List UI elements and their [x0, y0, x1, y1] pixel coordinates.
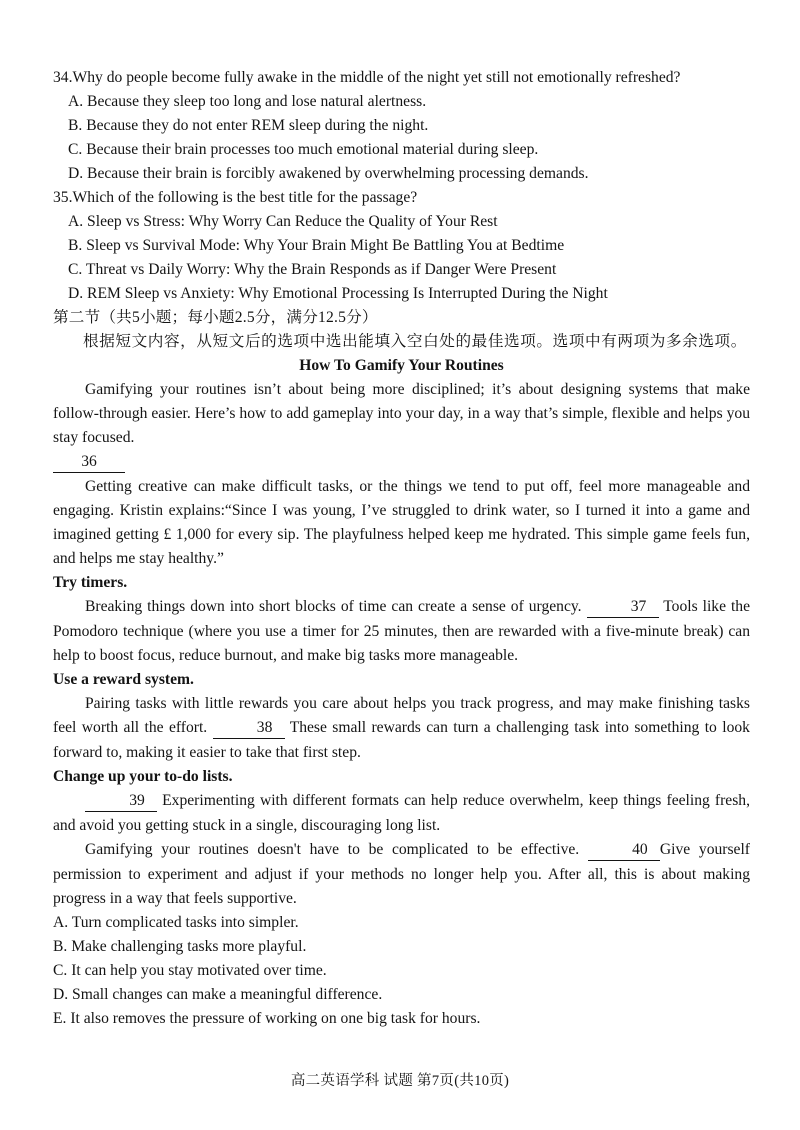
- blank-37: 37: [587, 597, 659, 618]
- blank-36: 36: [53, 452, 125, 473]
- page-content: [53, 66, 750, 1031]
- section-2-instructions: 根据短文内容，从短文后的选项中选出能填入空白处的最佳选项。选项中有两项为多余选项。: [83, 333, 747, 350]
- choice-e: E. It also removes the pressure of working on one big task for hours.: [53, 1010, 481, 1027]
- question-35-option-d: D. REM Sleep vs Anxiety: Why Emotional Processing Is Interrupted During the Night: [68, 285, 608, 302]
- question-35-option-c: C. Threat vs Daily Worry: Why the Brain Responds as if Danger Were Present: [68, 261, 557, 278]
- question-34-stem: 34.Why do people become fully awake in the middle of the night yet still not emotionally refreshed?: [53, 69, 681, 86]
- blank-40: 40: [588, 840, 660, 861]
- final-text-a: Gamifying your routines doesn't have to be complicated to be effective.: [85, 841, 580, 858]
- question-34-option-b: B. Because they do not enter REM sleep during the night.: [68, 117, 429, 134]
- passage-timers-paragraph: [53, 595, 750, 668]
- passage-title: How To Gamify Your Routines: [299, 357, 504, 374]
- passage-reward-paragraph: [53, 692, 750, 765]
- passage-todo-paragraph: [53, 789, 750, 838]
- blank-39: 39: [85, 791, 157, 812]
- choice-b: B. Make challenging tasks more playful.: [53, 938, 307, 955]
- heading-reward-system: Use a reward system.: [53, 671, 194, 688]
- blank-38: 38: [213, 718, 285, 739]
- question-34-option-a: A. Because they sleep too long and lose natural alertness.: [68, 93, 427, 110]
- timers-text-a: Breaking things down into short blocks of time can create a sense of urgency.: [85, 598, 582, 615]
- passage-intro: Gamifying your routines isn’t about being more disciplined; it’s about designing systems that make follow-through easier. Here’s how to add gameplay into your day, in a way that’s simple, flexible and helps you stay focused.: [53, 381, 750, 446]
- reward-text-a: Pairing tasks with little rewards you care about helps you track progress, and may make finishing tasks feel worth all the effort.: [53, 695, 750, 736]
- timers-text-b: Tools like the Pomodoro technique (where you use a timer for 25 minutes, then are rewarded with a five-minute break) can help to boost focus, reduce burnout, and make big tasks more manageable.: [53, 598, 751, 664]
- heading-try-timers: Try timers.: [53, 574, 128, 591]
- question-35: [53, 186, 750, 306]
- choice-c: C. It can help you stay motivated over time.: [53, 962, 327, 979]
- question-34-option-c: C. Because their brain processes too much emotional material during sleep.: [68, 141, 539, 158]
- passage-final-paragraph: [53, 838, 750, 911]
- answer-choices: [53, 911, 750, 1031]
- blank-36-row: [53, 450, 750, 475]
- question-35-stem: 35.Which of the following is the best title for the passage?: [53, 189, 418, 206]
- question-34-option-d: D. Because their brain is forcibly awakened by overwhelming processing demands.: [68, 165, 589, 182]
- passage-creative-paragraph: Getting creative can make difficult tasks, or the things we tend to put off, feel more manageable and engaging. Kristin explains:“Since I was young, I’ve struggled to drink water, so I turned it into a game and imagined getting £ 1,000 for every sip. The playfulness helped keep me hydrated. This simple game feels fun, and helps me stay healthy.”: [53, 478, 750, 567]
- page-footer: 高二英语学科 试题 第7页(共10页): [290, 1073, 510, 1089]
- choice-d: D. Small changes can make a meaningful difference.: [53, 986, 383, 1003]
- question-34: [53, 66, 750, 186]
- heading-todo-lists: Change up your to-do lists.: [53, 768, 233, 785]
- final-text-b: Give yourself permission to experiment and adjust if your methods no longer help you. After all, this is about making progress in a way that feels supportive.: [53, 841, 750, 907]
- question-35-option-a: A. Sleep vs Stress: Why Worry Can Reduce the Quality of Your Rest: [68, 213, 498, 230]
- todo-text: Experimenting with different formats can help reduce overwhelm, keep things feeling fresh, and avoid you getting stuck in a single, discouraging long list.: [53, 792, 750, 834]
- section-2-header: 第二节（共5小题；每小题2.5分，满分12.5分）: [53, 309, 378, 326]
- reward-text-b: These small rewards can turn a challenging task into something to look forward to, making it easier to take that first step.: [53, 719, 750, 761]
- question-35-option-b: B. Sleep vs Survival Mode: Why Your Brain Might Be Battling You at Bedtime: [68, 237, 565, 254]
- choice-a: A. Turn complicated tasks into simpler.: [53, 914, 299, 931]
